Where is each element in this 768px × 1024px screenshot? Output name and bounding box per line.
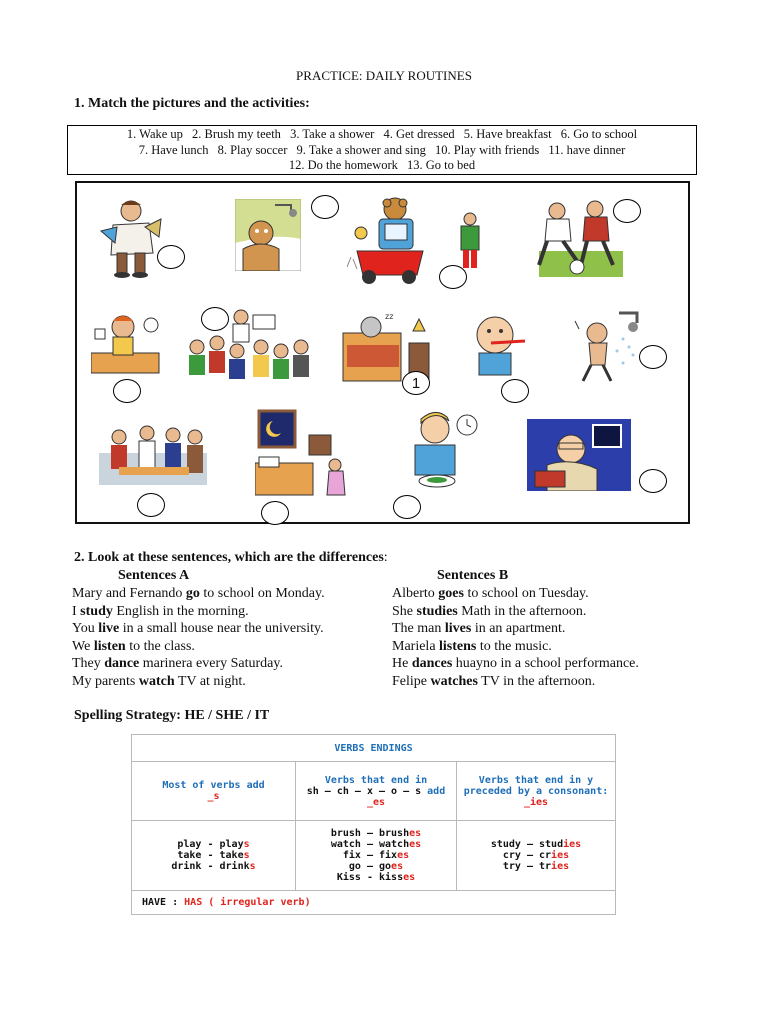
activity-item: 10. Play with friends (435, 142, 540, 157)
have-label: HAVE : (142, 897, 185, 908)
sentence-b: Felipe watches TV in the afternoon. (392, 673, 596, 689)
answer-circle[interactable] (613, 199, 641, 223)
col3-header-text: Verbs that end in y preceded by a consonant: (463, 774, 609, 797)
example-row: cry – cries (502, 850, 570, 861)
sentence-b: He dances huayno in a school performance. (392, 656, 639, 672)
sentence-a: We listen to the class. (72, 638, 195, 654)
answer-circle[interactable] (113, 379, 141, 403)
col2-examples (296, 821, 457, 891)
sentence-a: You live in a small house near the university. (72, 621, 324, 637)
shower-and-sing-picture (573, 309, 643, 383)
activity-item: 7. Have lunch (138, 142, 209, 157)
activities-box (67, 125, 697, 175)
answer-circle[interactable] (501, 379, 529, 403)
having-lunch-picture (401, 409, 481, 493)
section2-heading-text: 2. Look at these sentences, which are the differences (74, 550, 384, 565)
activity-item: 8. Play soccer (217, 142, 288, 157)
col1-examples (132, 821, 296, 891)
activities-line-3 (68, 158, 696, 174)
example-row: watch – watches (330, 839, 422, 850)
playing-with-friends-picture (347, 193, 431, 285)
answer-circle[interactable] (157, 245, 185, 269)
activity-item: 5. Have breakfast (463, 127, 552, 141)
activity-item: 1. Wake up (126, 127, 183, 141)
activity-item: 3. Take a shower (290, 127, 375, 141)
section1-heading: 1. Match the pictures and the activities: (74, 96, 310, 111)
sentence-b: Alberto goes to school on Tuesday. (392, 586, 589, 601)
activity-item: 11. have dinner (548, 142, 626, 157)
page-title: PRACTICE: DAILY ROUTINES (296, 68, 472, 83)
activity-item: 2. Brush my teeth (192, 127, 281, 141)
verb-endings-table (131, 734, 616, 915)
svg-text:zz: zz (385, 312, 394, 321)
activity-item: 13. Go to bed (407, 158, 476, 172)
example-row: take - takes (177, 850, 250, 861)
col1-header-text: Most of verbs add (162, 780, 265, 791)
doing-homework-picture (527, 419, 631, 491)
sentences-a-title: Sentences A (118, 568, 190, 583)
activity-item: 12. Do the homework (288, 158, 398, 172)
col3-header (457, 762, 616, 821)
answer-circle[interactable] (201, 307, 229, 331)
sentence-a: My parents watch TV at night. (72, 673, 246, 689)
sentence-a: Mary and Fernando go to school on Monday. (72, 586, 325, 601)
sentence-b: She studies Math in the afternoon. (392, 603, 587, 619)
have-row (132, 891, 616, 915)
col3-examples (457, 821, 616, 891)
spelling-strategy-heading: Spelling Strategy: HE / SHE / IT (74, 708, 270, 723)
example-row: go – goes (348, 861, 404, 872)
example-row: play - plays (177, 839, 250, 850)
having-dinner-picture (99, 423, 207, 485)
answer-circle[interactable] (311, 195, 339, 219)
answer-circle-example[interactable]: 1 (402, 371, 430, 395)
have-value: HAS ( irregular verb) (184, 897, 311, 908)
going-to-bed-picture (255, 407, 351, 501)
section2-heading-colon: : (383, 550, 388, 565)
col2-ending: _es (366, 796, 386, 808)
answer-circle[interactable] (639, 345, 667, 369)
getting-dressed-picture (95, 197, 165, 279)
example-row: brush – brushes (330, 828, 422, 839)
taking-shower-picture (235, 199, 301, 271)
table-title: VERBS ENDINGS (132, 735, 616, 762)
pictures-frame (75, 181, 690, 524)
example-row: study – studies (490, 839, 582, 850)
brushing-teeth-picture (461, 311, 531, 377)
col2-header (296, 762, 457, 821)
sentence-a: They dance marinera every Saturday. (72, 656, 283, 672)
activity-item: 4. Get dressed (383, 127, 455, 141)
example-row: try – tries (502, 861, 570, 872)
sentences-a-list (72, 585, 325, 691)
answer-circle[interactable] (639, 469, 667, 493)
sentences-b-list (392, 585, 639, 691)
child-figure (453, 211, 487, 271)
activity-item: 9. Take a shower and sing (296, 142, 426, 157)
sentence-a: I study English in the morning. (72, 603, 249, 619)
example-row: fix – fixes (342, 850, 410, 861)
col1-header (132, 762, 296, 821)
section2-heading (74, 550, 388, 566)
col1-ending: _s (207, 791, 220, 802)
answer-circle[interactable] (261, 501, 289, 525)
sentence-b: The man lives in an apartment. (392, 621, 566, 637)
activity-item: 6. Go to school (560, 127, 638, 141)
col2-add: add (421, 785, 446, 797)
having-breakfast-picture (91, 309, 161, 375)
answer-circle[interactable] (439, 265, 467, 289)
activities-line-1 (68, 127, 696, 143)
col2-letters: sh – ch – x – o – s (306, 785, 422, 797)
col3-ending: _ies (523, 796, 549, 808)
col2-header-text: Verbs that end in (324, 774, 428, 786)
example-row: Kiss - kisses (336, 872, 416, 883)
example-row: drink - drinks (171, 861, 256, 872)
answer-circle[interactable] (393, 495, 421, 519)
answer-circle[interactable] (137, 493, 165, 517)
activities-line-2 (68, 143, 696, 159)
sentences-b-title: Sentences B (437, 568, 509, 583)
sentence-b: Mariela listens to the music. (392, 638, 552, 654)
